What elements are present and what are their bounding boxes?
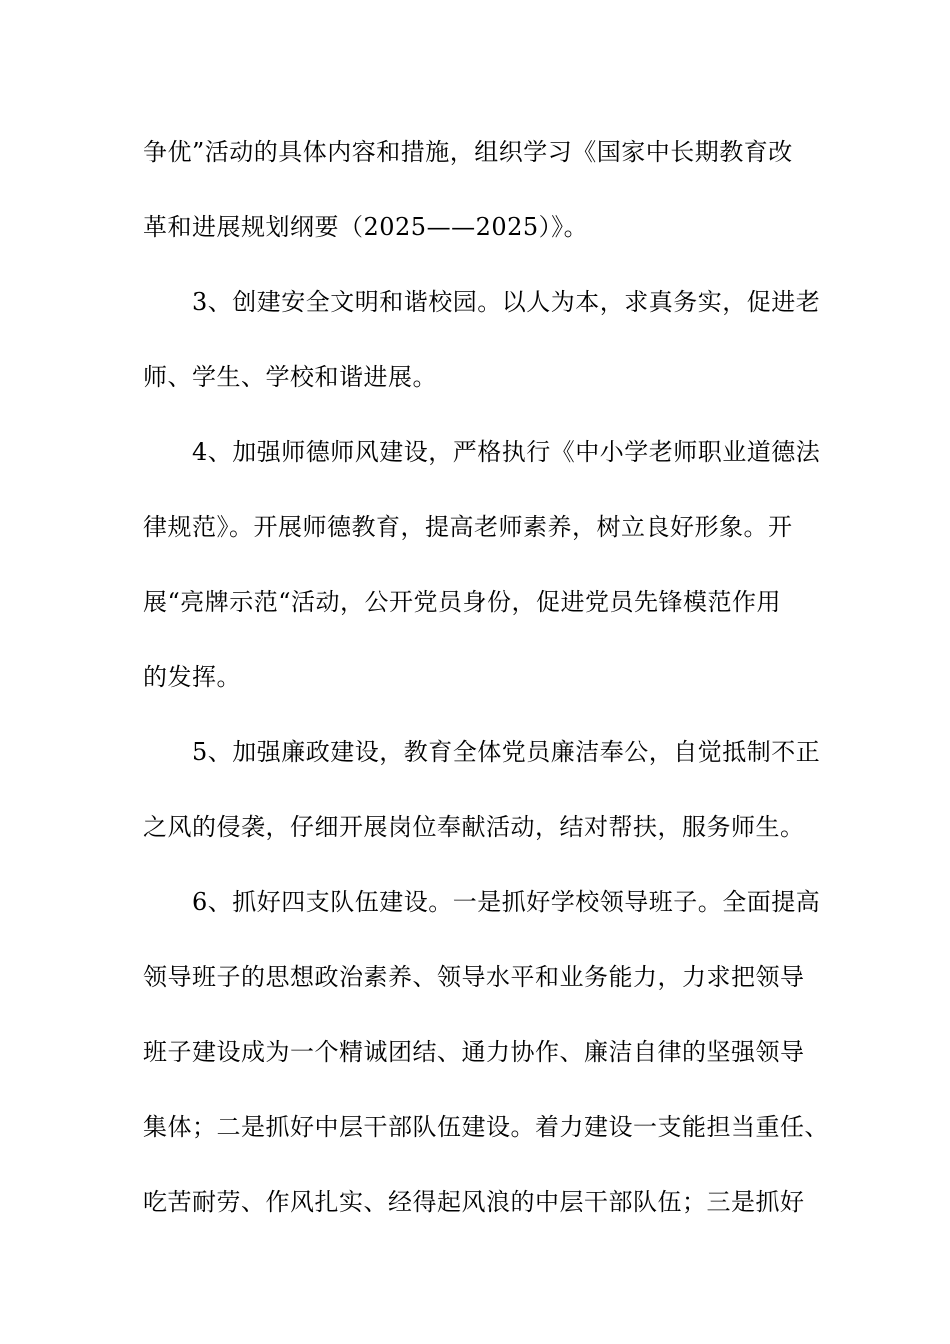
text-line: 集体；二是抓好中层干部队伍建设。着力建设一支能担当重任、 — [143, 1113, 829, 1141]
paragraph-3-start: 3、创建安全文明和谐校园。以人为本，求真务实，促进老 — [192, 288, 821, 316]
text-line: 之风的侵袭，仔细开展岗位奉献活动，结对帮扶，服务师生。 — [143, 813, 805, 841]
text-line: 革和进展规划纲要（2025——2025）》。 — [143, 213, 589, 241]
paragraph-6-start: 6、抓好四支队伍建设。一是抓好学校领导班子。全面提高 — [192, 888, 821, 916]
text-line: 班子建设成为一个精诚团结、通力协作、廉洁自律的坚强领导 — [143, 1038, 805, 1066]
text-line: 吃苦耐劳、作风扎实、经得起风浪的中层干部队伍；三是抓好 — [143, 1188, 805, 1216]
text-line: 争优”活动的具体内容和措施，组织学习《国家中长期教育改 — [143, 138, 793, 166]
paragraph-5-start: 5、加强廉政建设，教育全体党员廉洁奉公，自觉抵制不正 — [192, 738, 821, 766]
text-line: 展“亮牌示范“活动，公开党员身份，促进党员先锋模范作用 — [143, 588, 782, 616]
paragraph-4-start: 4、加强师德师风建设，严格执行《中小学老师职业道德法 — [192, 438, 821, 466]
text-line: 的发挥。 — [143, 663, 241, 691]
text-line: 师、学生、学校和谐进展。 — [143, 363, 437, 391]
text-line: 领导班子的思想政治素养、领导水平和业务能力，力求把领导 — [143, 963, 805, 991]
text-line: 律规范》。开展师德教育，提高老师素养，树立良好形象。开 — [143, 513, 793, 541]
